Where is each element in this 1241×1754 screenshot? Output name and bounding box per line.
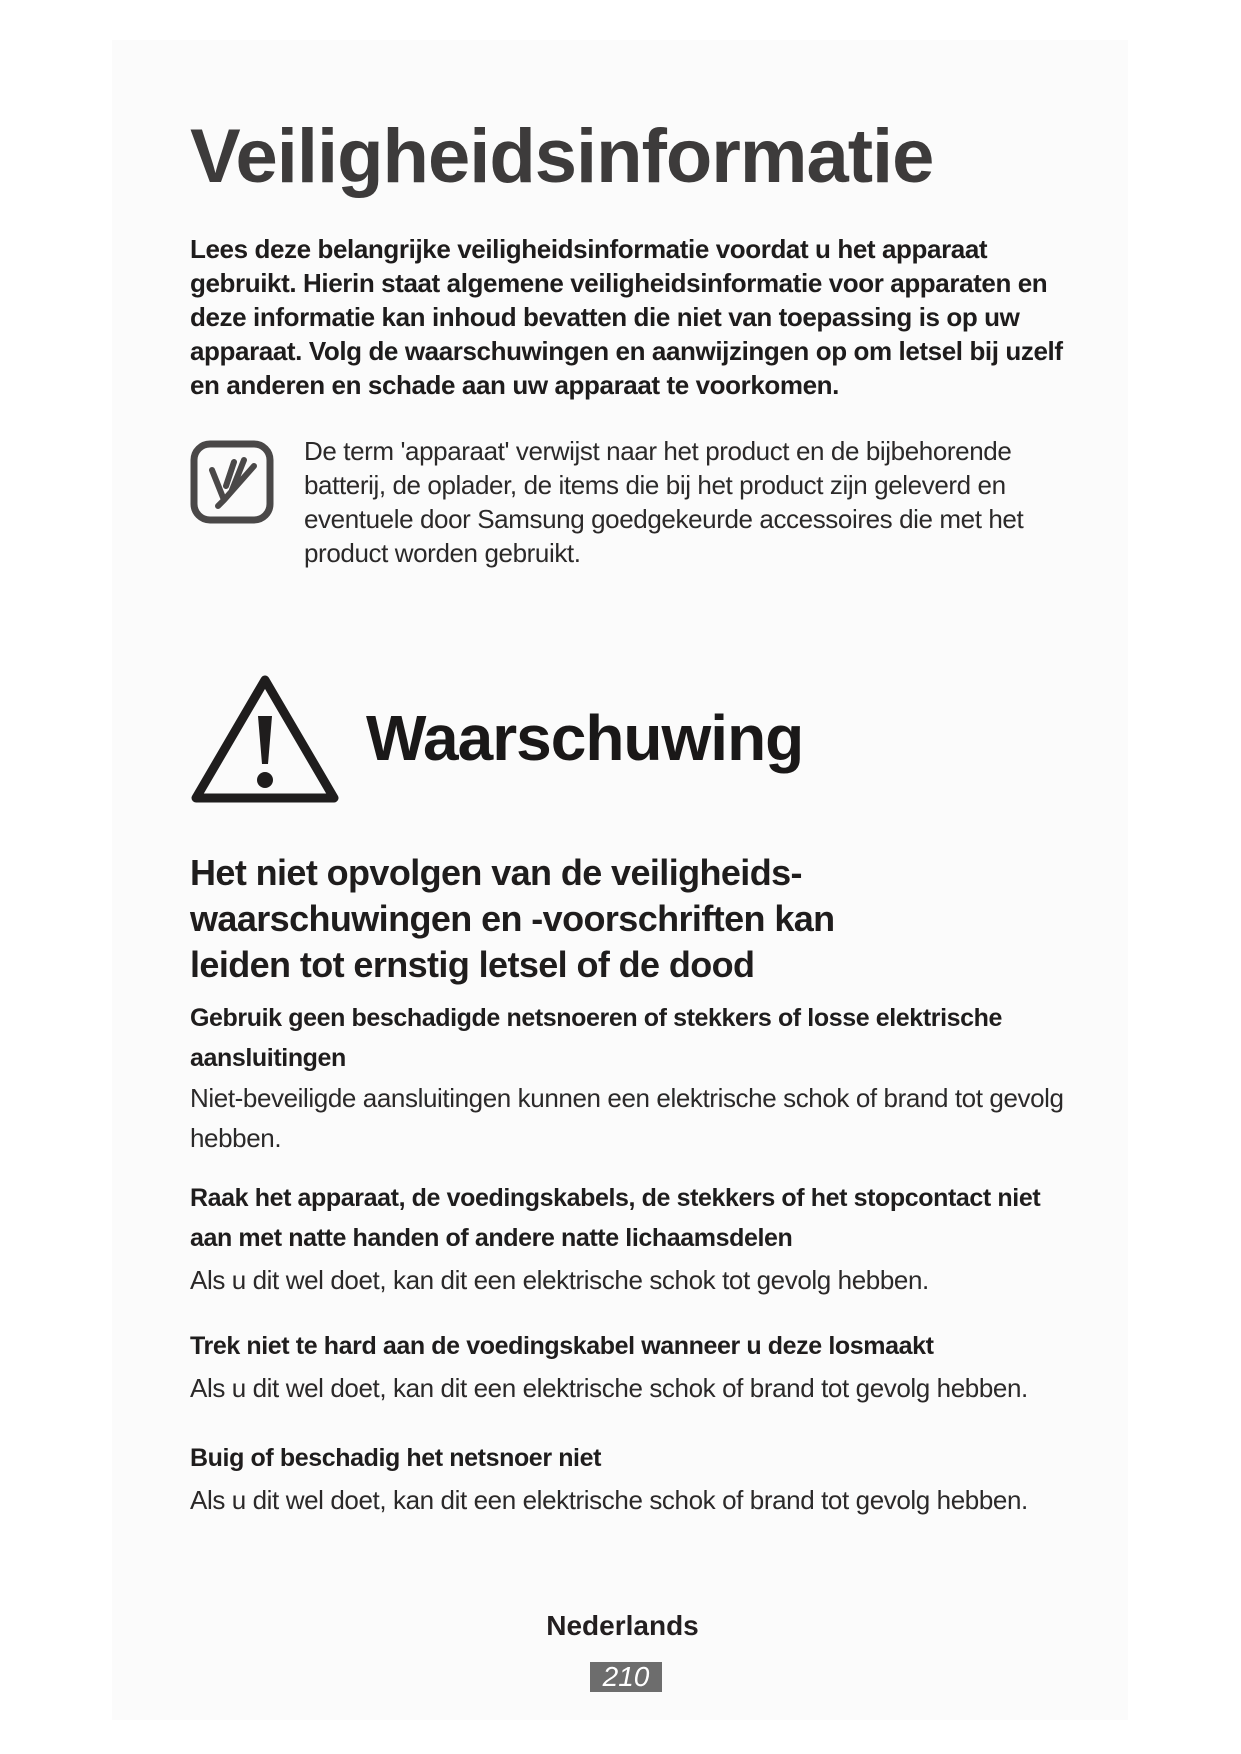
intro-paragraph: Lees deze belangrijke veiligheidsinformatie voordat u het apparaat gebruikt. Hierin staat algemene veiligheidsinformatie voor apparaten en deze informatie kan inhoud bevatten die niet van toepassing is op uw apparaat. Volg de waarschuwingen en aanwijzingen op om letsel bij uzelf en anderen en schade aan uw apparaat te voorkomen. <box>190 234 1063 400</box>
item-body: Als u dit wel doet, kan dit een elektrische schok of brand tot gevolg hebben. <box>190 1373 1028 1403</box>
item-body: Niet-beveiligde aansluitingen kunnen een elektrische schok of brand tot gevolg hebben. <box>190 1083 1064 1153</box>
footer-language: Nederlands <box>546 1610 699 1641</box>
note-text: De term 'apparaat' verwijst naar het product en de bijbehorende batterij, de oplader, de items die bij het product zijn geleverd en eventuele door Samsung goedgekeurde accessoires die met het product worden gebruikt. <box>304 436 1024 568</box>
item-title: Trek niet te hard aan de voedingskabel wanneer u deze losmaakt <box>190 1332 934 1360</box>
item-title: Raak het apparaat, de voedingskabels, de stekkers of het stopcontact niet aan met natte handen of andere natte lichaamsdelen <box>190 1184 1041 1252</box>
warning-title: Waarschuwing <box>366 702 804 774</box>
item-title: Buig of beschadig het netsnoer niet <box>190 1444 602 1472</box>
item-title: Gebruik geen beschadigde netsnoeren of stekkers of losse elektrische aansluitingen <box>190 1004 1002 1072</box>
item-body: Als u dit wel doet, kan dit een elektrische schok tot gevolg hebben. <box>190 1265 929 1295</box>
page-number: 210 <box>590 1662 662 1692</box>
page-title: Veiligheidsinformatie <box>190 114 934 199</box>
note-pencil-icon <box>190 440 274 524</box>
warning-section-heading: Het niet opvolgen van de veiligheids-waarschuwingen en -voorschriften kan leiden tot ernstig letsel of de dood <box>190 852 835 985</box>
warning-triangle-icon <box>190 672 340 806</box>
item-body: Als u dit wel doet, kan dit een elektrische schok of brand tot gevolg hebben. <box>190 1485 1028 1515</box>
